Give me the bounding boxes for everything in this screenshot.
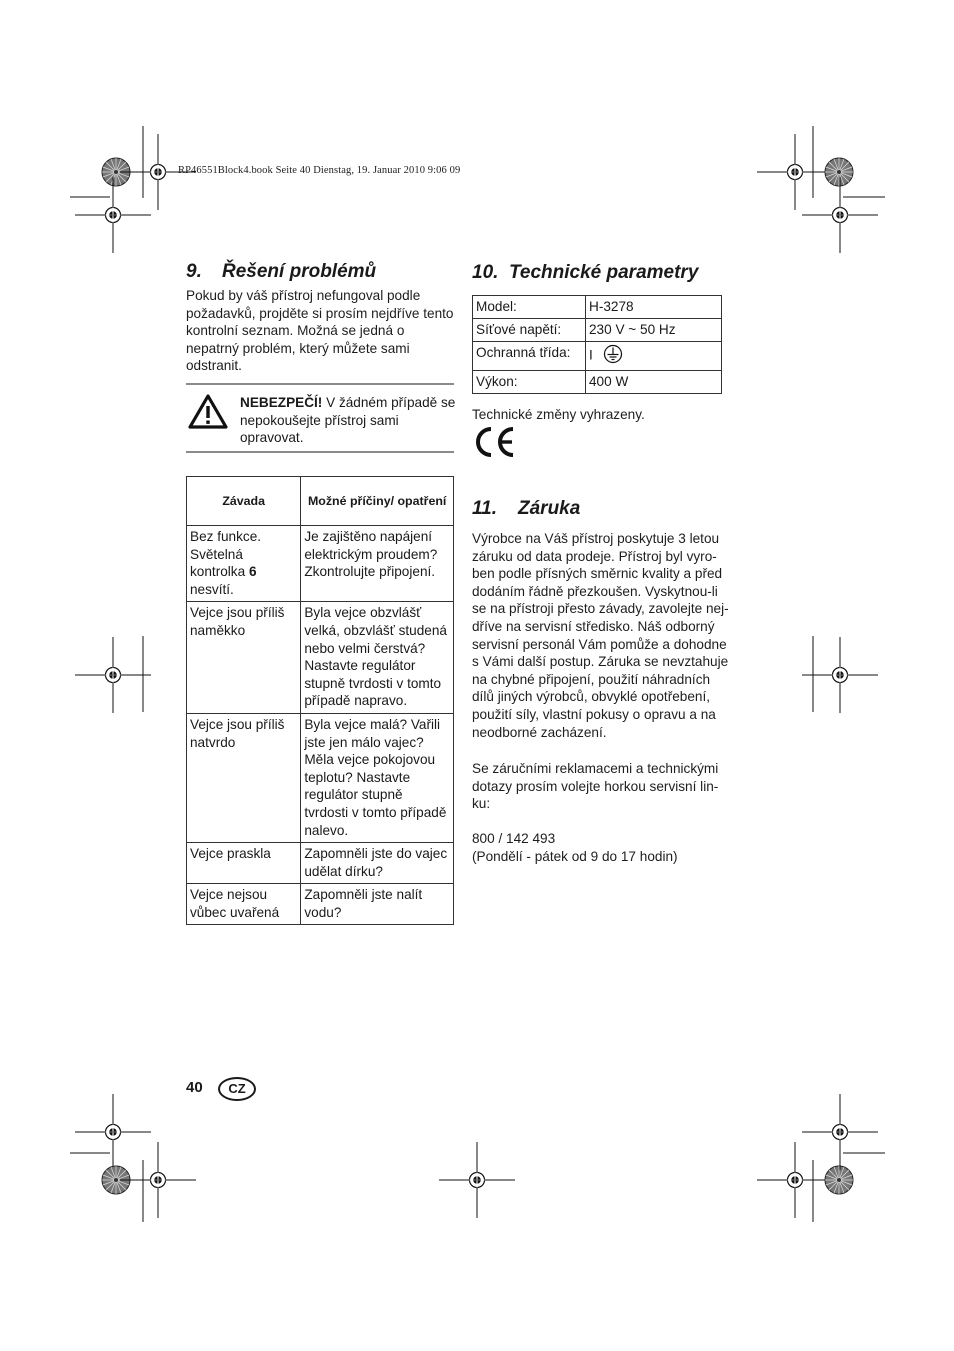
warranty-line: použití síly, vlastní pokusy o opravu a na (472, 706, 716, 722)
warning-text (240, 394, 456, 447)
spec-value: 400 W (586, 371, 722, 394)
section-11-number: 11. (472, 498, 498, 519)
print-header: RP46551Block4.book Seite 40 Dienstag, 19. Januar 2010 9:06 09 (178, 165, 461, 176)
table-row (187, 713, 454, 842)
ce-mark-icon (472, 425, 518, 464)
spec-label: Síťové napětí: (473, 319, 586, 342)
troubleshooting-table (186, 476, 454, 925)
warning-triangle-icon (188, 394, 228, 435)
remedy-cell: Je zajištěno napájení elektrickým proudem? Zkontrolujte připojení. (301, 526, 454, 602)
service-hours: (Pondělí - pátek od 9 do 17 hodin) (472, 848, 678, 864)
warning-top-rule (186, 383, 454, 385)
remedy-cell: Zapomněli jste do vajec udělat dírku? (301, 843, 454, 884)
section-9-intro: Pokud by váš přístroj nefungoval podle požadavků, projděte si prosím nejdříve tento kontrolní seznam. Možná se jedná o nepatrný problém, který můžete sami odstranit. (186, 288, 454, 374)
remedy-cell: Byla vejce obzvlášť velká, obzvlášť studená nebo velmi čerstvá? Nastavte regulátor stupně tvrdosti v tomto případě napravo. (301, 602, 454, 714)
phone-number: 800 / 142 493 (472, 831, 556, 846)
warranty-line: na chybné připojení, použití náhradních (472, 671, 711, 687)
fault-text-tail: nesvítí. (190, 581, 234, 597)
warranty-line: ben podle přísných směrnic kvality a před (472, 566, 723, 582)
country-code-badge: CZ (218, 1077, 256, 1101)
warranty-line: servisní personál Vám pomůže a dohodne (472, 636, 727, 652)
section-11-heading (472, 498, 580, 520)
spec-row (473, 342, 722, 371)
fault-cell (187, 526, 301, 602)
technical-changes-note: Technické změny vyhrazeny. (472, 407, 645, 422)
column-header-fault: Závada (187, 477, 301, 526)
service-contact-text (472, 760, 744, 813)
warning-message: V žádném případě se nepokoušejte přístroj sami opravovat. (240, 395, 456, 446)
spec-row (473, 319, 722, 342)
section-9-title: Řešení problémů (222, 261, 377, 282)
spec-label: Model: (473, 296, 586, 319)
indicator-number: 6 (248, 564, 257, 580)
section-11-title: Záruka (518, 498, 581, 519)
warranty-line: Výrobce na Váš přístroj poskytuje 3 letou (472, 531, 720, 546)
warranty-line: dodáním řádně přezkoušen. Vyskytnou-li (472, 583, 718, 599)
fault-cell: Vejce nejsou vůbec uvařená (187, 884, 301, 925)
spec-row (473, 371, 722, 394)
table-row (187, 602, 454, 714)
warranty-line: dílů jiných výrobců, obvyklé opotřebení, (472, 689, 711, 705)
fault-text: Bez funkce. Světelná kontrolka (190, 529, 262, 580)
warranty-line: neodborné zacházení. (472, 724, 607, 740)
warranty-line: s Vámi další postup. Záruka se nevztahuje (472, 654, 729, 670)
warranty-line: se na přístroji přesto závady, zavolejte nej- (472, 601, 729, 617)
warranty-line: záruku od data prodeje. Přístroj byl vyro- (472, 548, 717, 564)
table-row (187, 884, 454, 925)
spec-label: Ochranná třída: (473, 342, 586, 371)
contact-line: ku: (472, 796, 491, 812)
spec-label: Výkon: (473, 371, 586, 394)
warning-bottom-rule (186, 451, 454, 453)
spec-value: 230 V ~ 50 Hz (586, 319, 722, 342)
warning-box (186, 386, 454, 450)
remedy-cell: Zapomněli jste nalít vodu? (301, 884, 454, 925)
fault-cell: Vejce praskla (187, 843, 301, 884)
spec-value: I (589, 347, 593, 363)
table-header-row (187, 477, 454, 526)
section-9-heading (186, 261, 376, 283)
fault-cell: Vejce jsou příliš natvrdo (187, 713, 301, 842)
section-10-number: 10. (472, 262, 499, 283)
contact-line: Se záručními reklamacemi a technickými (472, 761, 719, 776)
warranty-text (472, 530, 744, 741)
spec-value-cell (586, 342, 722, 371)
section-9-number: 9. (186, 261, 202, 282)
table-row (187, 526, 454, 602)
warranty-line: dříve na servisní středisko. Náš odborný (472, 618, 715, 634)
remedy-cell: Byla vejce malá? Vařili jste jen málo vajec? Měla vejce pokojovou teplotu? Nastavte regulátor stupně tvrdosti v tomto případě nalevo. (301, 713, 454, 842)
service-hotline (472, 830, 744, 865)
spec-value: H-3278 (586, 296, 722, 319)
section-10-title: Technické parametry (509, 262, 699, 283)
page-number: 40 (186, 1079, 203, 1096)
table-row (187, 843, 454, 884)
protective-earth-icon (603, 344, 623, 368)
warning-label: NEBEZPEČÍ! (240, 395, 323, 410)
specs-table (472, 295, 722, 394)
contact-line: dotazy prosím volejte horkou servisní lin- (472, 778, 719, 794)
section-10-heading (472, 262, 698, 284)
column-header-remedy: Možné příčiny/ opatření (301, 477, 454, 526)
spec-row (473, 296, 722, 319)
fault-cell: Vejce jsou příliš naměkko (187, 602, 301, 714)
